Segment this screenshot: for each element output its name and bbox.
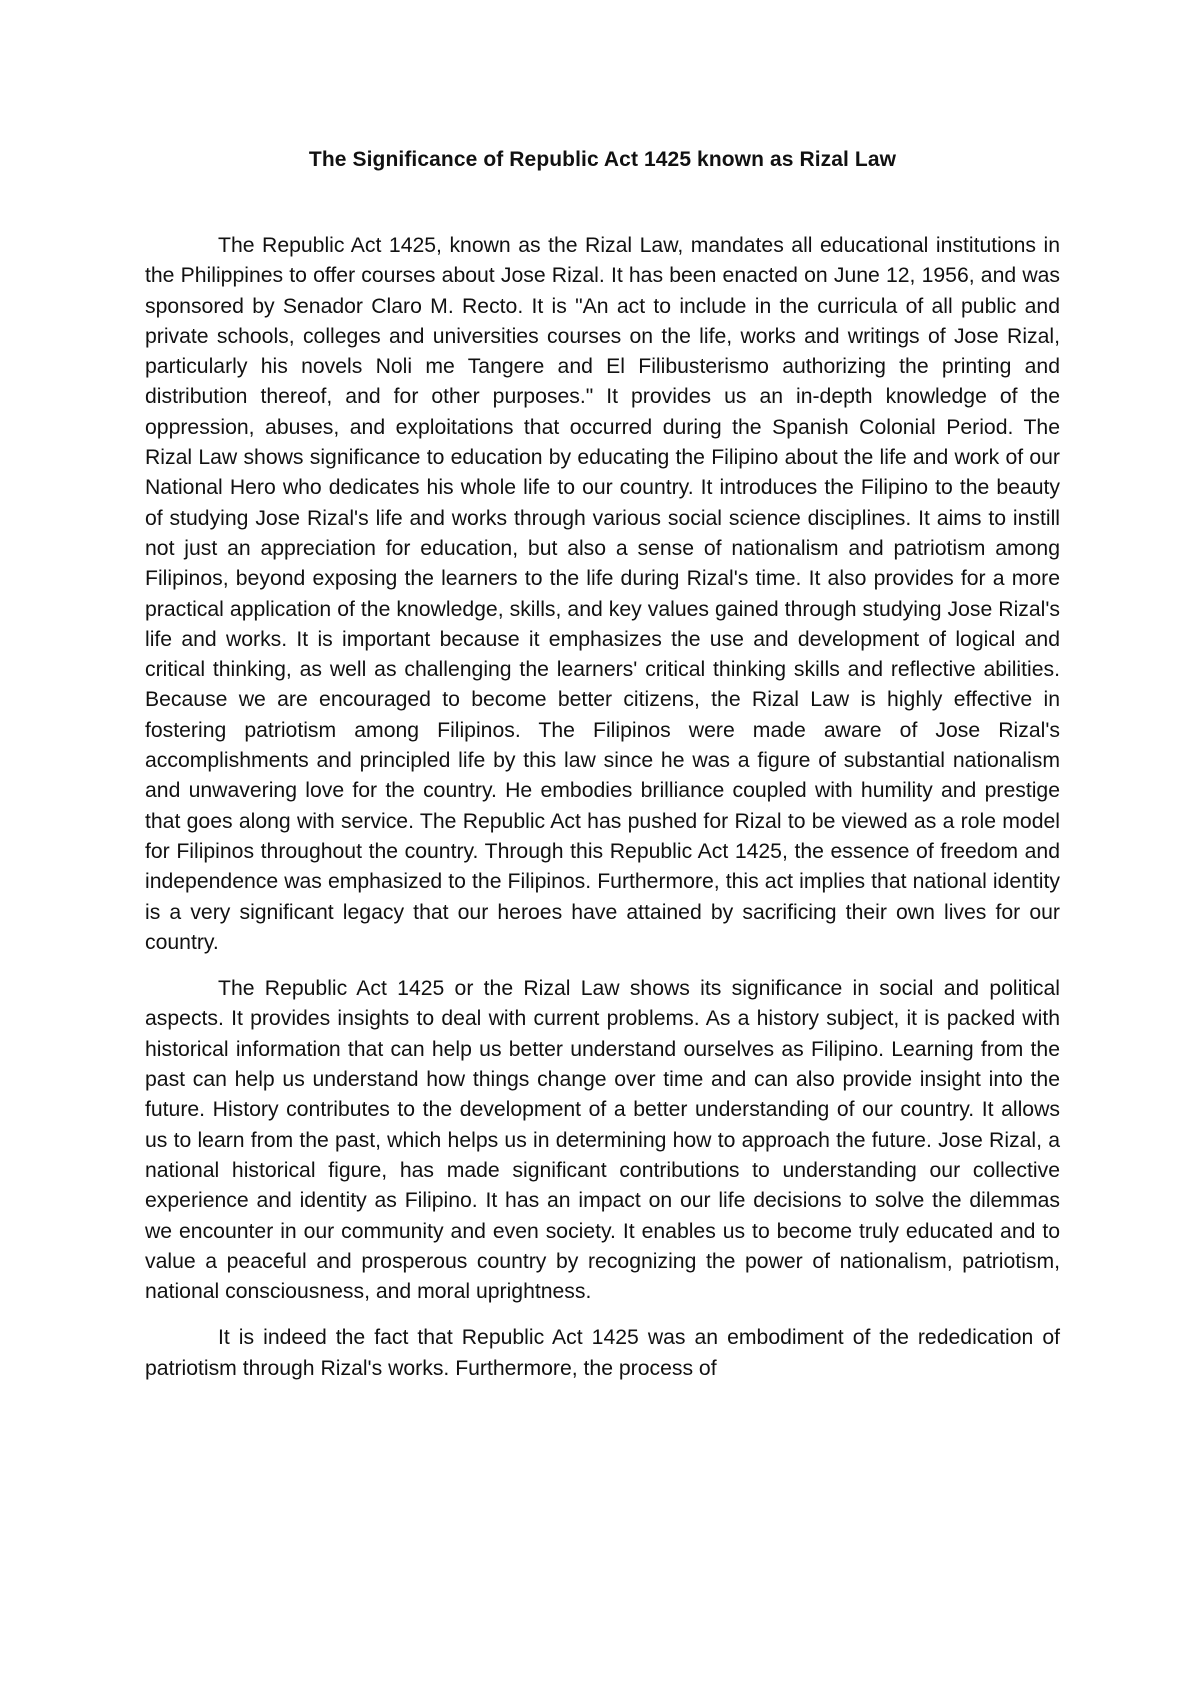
document-page xyxy=(145,143,1060,1400)
document-title: The Significance of Republic Act 1425 known as Rizal Law xyxy=(308,148,897,171)
paragraph-2: The Republic Act 1425 or the Rizal Law shows its significance in social and political aspects. It provides insights to deal with current problems. As a history subject, it is packed with historical information that can help us better understand ourselves as Filipino. Learning from the past can help us understand how things change over time and can also provide insight into the future. History contributes to the development of a better understanding of our country. It allows us to learn from the past, which helps us in determining how to approach the future. Jose Rizal, a national historical figure, has made significant contributions to understanding our collective experience and identity as Filipino. It has an impact on our life decisions to solve the dilemmas we encounter in our community and even society. It enables us to become truly educated and to value a peaceful and prosperous country by recognizing the power of nationalism, patriotism, national consciousness, and moral uprightness. xyxy=(145,977,1060,1304)
paragraph-3: It is indeed the fact that Republic Act 1425 was an embodiment of the rededication of patriotism through Rizal's works. Furthermore, the process of xyxy=(145,1326,1060,1380)
paragraph-1: The Republic Act 1425, known as the Rizal Law, mandates all educational institutions in the Philippines to offer courses about Jose Rizal. It has been enacted on June 12, 1956, and was sponsored by Senador Claro M. Recto. It is "An act to include in the curricula of all public and private schools, colleges and universities courses on the life, works and writings of Jose Rizal, particularly his novels Noli me Tangere and El Filibusterismo authorizing the printing and distribution thereof, and for other purposes." It provides us an in-depth knowledge of the oppression, abuses, and exploitations that occurred during the Spanish Colonial Period. The Rizal Law shows significance to education by educating the Filipino about the life and work of our National Hero who dedicates his whole life to our country. It introduces the Filipino to the beauty of studying Jose Rizal's life and works through various social science disciplines. It aims to instill not just an appreciation for education, but also a sense of nationalism and patriotism among Filipinos, beyond exposing the learners to the life during Rizal's time. It also provides for a more practical application of the knowledge, skills, and key values gained through studying Jose Rizal's life and works. It is important because it emphasizes the use and development of logical and critical thinking, as well as challenging the learners' critical thinking skills and reflective abilities. Because we are encouraged to become better citizens, the Rizal Law is highly effective in fostering patriotism among Filipinos. The Filipinos were made aware of Jose Rizal's accomplishments and principled life by this law since he was a figure of substantial nationalism and unwavering love for the country. He embodies brilliance coupled with humility and prestige that goes along with service. The Republic Act has pushed for Rizal to be viewed as a role model for Filipinos throughout the country. Through this Republic Act 1425, the essence of freedom and independence was emphasized to the Filipinos. Furthermore, this act implies that national identity is a very significant legacy that our heroes have attained by sacrificing their own lives for our country. xyxy=(145,234,1060,954)
